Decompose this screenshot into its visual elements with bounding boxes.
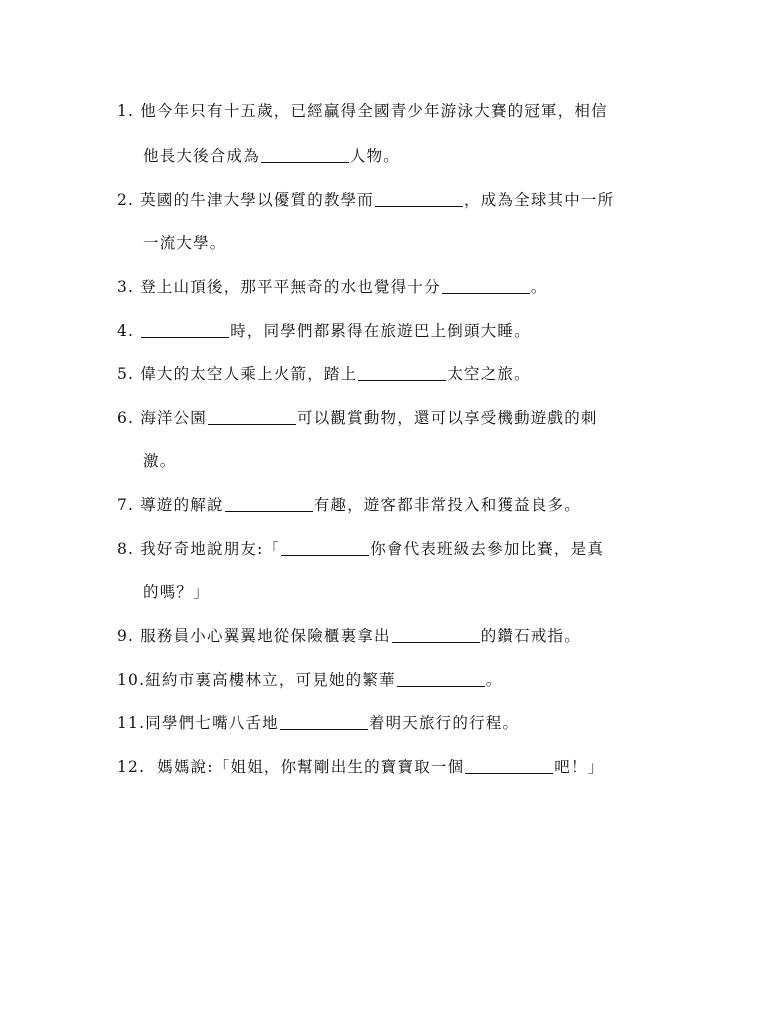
answer-blank[interactable] (465, 757, 553, 774)
question-6 (117, 407, 598, 429)
question-5 (117, 363, 531, 385)
question-text: 你會代表班級去參加比賽，是真 (370, 540, 605, 558)
question-text: 海洋公園 (140, 409, 208, 427)
question-12 (117, 756, 604, 778)
question-number: 11. (117, 714, 146, 732)
question-2 (117, 189, 614, 211)
question-number: 3. (117, 278, 135, 296)
question-10 (117, 669, 502, 691)
question-text: 的嗎？」 (143, 583, 210, 601)
question-text: 導遊的解說 (140, 496, 224, 514)
question-number: 7. (117, 496, 135, 514)
question-8-line-2 (143, 581, 210, 603)
answer-blank[interactable] (208, 408, 296, 425)
question-text: 偉大的太空人乘上火箭，踏上 (140, 365, 358, 383)
question-1-line-2 (143, 145, 400, 167)
answer-blank[interactable] (375, 190, 463, 207)
question-4 (117, 320, 531, 342)
question-text: 着明天旅行的行程。 (368, 714, 520, 732)
question-text: 他長大後合成為 (143, 147, 260, 165)
question-text: 他今年只有十五歲，已經贏得全國青少年游泳大賽的冠軍，相信 (140, 102, 608, 120)
question-text: 紐約市裏高樓林立，可見她的繁華 (145, 671, 396, 689)
question-text: ，成為全球其中一所 (464, 191, 615, 209)
question-text: 可以觀賞動物，還可以享受機動遊戲的刺 (297, 409, 598, 427)
question-number: 5. (117, 365, 135, 383)
question-number: 6. (117, 409, 135, 427)
question-text: 吧！」 (554, 758, 605, 776)
answer-blank[interactable] (281, 539, 369, 556)
question-text: 有趣，遊客都非常投入和獲益良多。 (313, 496, 581, 514)
question-number: 4. (117, 322, 135, 340)
question-text: 時，同學們都累得在旅遊巴上倒頭大睡。 (230, 322, 531, 340)
question-text: 登上山頂後，那平平無奇的水也覺得十分 (140, 278, 441, 296)
answer-blank[interactable] (141, 321, 229, 338)
question-1 (117, 100, 608, 122)
question-text: 的鑽石戒指。 (480, 627, 581, 645)
question-11 (117, 712, 519, 734)
question-text: 人物。 (349, 147, 401, 165)
question-6-line-2 (143, 450, 176, 472)
question-text: 。 (530, 278, 548, 296)
answer-blank[interactable] (225, 495, 313, 512)
question-text: 英國的牛津大學以優質的教學而 (140, 191, 375, 209)
answer-blank[interactable] (358, 364, 446, 381)
question-number: 12. (117, 758, 146, 776)
answer-blank[interactable] (397, 670, 485, 687)
answer-blank[interactable] (442, 277, 530, 294)
question-9 (117, 625, 581, 647)
question-8 (117, 538, 604, 560)
answer-blank[interactable] (392, 626, 480, 643)
question-number: 10. (117, 671, 146, 689)
question-text: 一流大學。 (143, 234, 227, 252)
question-text: 同學們七嘴八舌地 (145, 714, 279, 732)
question-7 (117, 494, 581, 516)
question-text: 服務員小心翼翼地從保險櫃裏拿出 (140, 627, 391, 645)
question-text: 我好奇地說朋友:「 (140, 540, 281, 558)
question-2-line-2 (143, 232, 227, 254)
question-3 (117, 276, 548, 298)
answer-blank[interactable] (280, 713, 368, 730)
question-text: 。 (485, 671, 503, 689)
question-number: 1. (117, 102, 135, 120)
question-number: 2. (117, 191, 135, 209)
answer-blank[interactable] (261, 146, 349, 163)
question-text: 媽媽說:「姐姐，你幫剛出生的寶寶取一個 (157, 758, 465, 776)
question-text: 太空之旅。 (447, 365, 531, 383)
question-number: 9. (117, 627, 135, 645)
question-text: 激。 (143, 452, 177, 470)
question-number: 8. (117, 540, 135, 558)
